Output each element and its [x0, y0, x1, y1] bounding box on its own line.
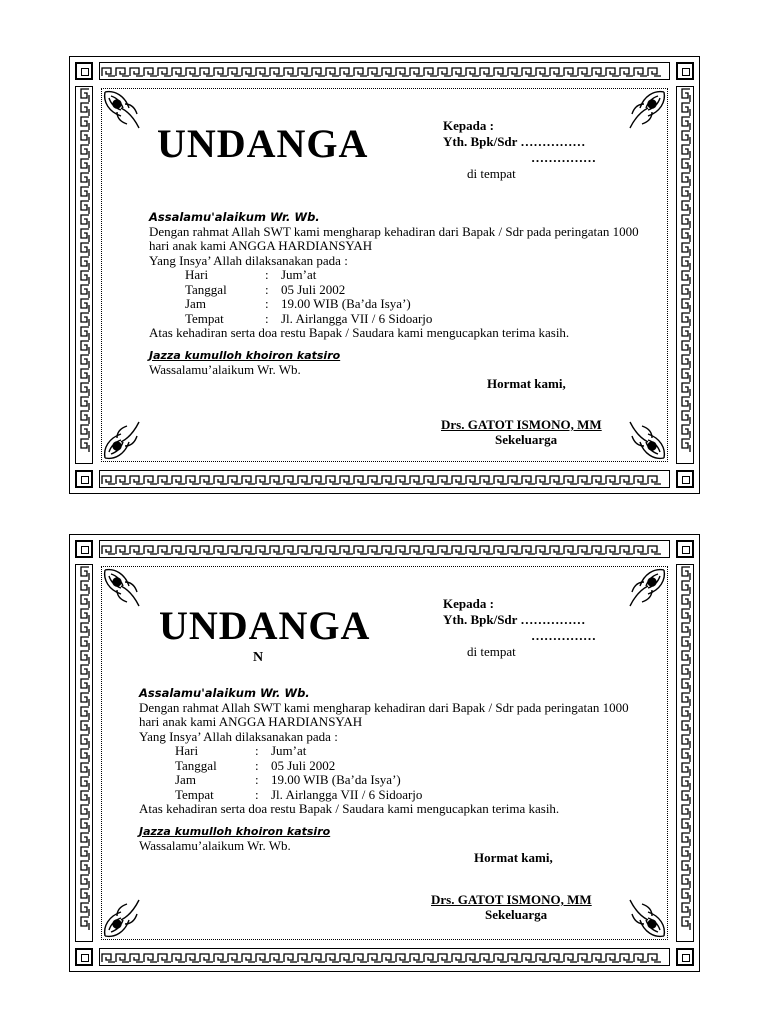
signer-family: Sekeluarga [485, 907, 548, 922]
intro-paragraph: Dengan rahmat Allah SWT kami mengharap kehadiran dari Bapak / Sdr pada peringatan 1000 hari anak kami ANGGA HARDIANSYAH [149, 223, 639, 253]
detail-value: 05 Juli 2002 [281, 281, 346, 297]
detail-value: Jl. Airlangga VII / 6 Sidoarjo [281, 310, 433, 326]
greeting: Assalamu'alaikum Wr. Wb. [149, 210, 320, 224]
detail-label: Hari [185, 267, 209, 282]
title-overflow-fragment: N [253, 650, 266, 665]
recipient-label: Kepada : [443, 596, 494, 611]
invitation-card [69, 56, 700, 494]
detail-value: 19.00 WIB (Ba’da Isya’) [271, 772, 401, 787]
recipient-label: Kepada : [443, 118, 494, 133]
salam-line: Wassalamu’alaikum Wr. Wb. [149, 362, 301, 377]
recipient-block [443, 118, 596, 182]
detail-separator: : [265, 281, 269, 297]
floral-ornament-icon [624, 896, 670, 942]
signer-name: Drs. GATOT ISMONO, MM [441, 417, 602, 432]
detail-value: Jum’at [281, 267, 317, 282]
closing-phrase: Jazza kumulloh khoiron katsiro [139, 824, 331, 838]
recipient-name-line: Yth. Bpk/Sdr …………… [443, 612, 586, 627]
salam-line: Wassalamu’alaikum Wr. Wb. [139, 838, 291, 853]
meander-border-left [75, 564, 93, 942]
recipient-blank-line: …………… [531, 150, 596, 165]
detail-row [149, 268, 649, 283]
floral-ornament-icon [624, 564, 670, 610]
lead-line: Yang Insya’ Allah dilaksanakan pada : [149, 252, 348, 268]
recipient-name-line: Yth. Bpk/Sdr …………… [443, 134, 586, 149]
corner-square-icon [75, 948, 93, 966]
corner-square-icon [75, 62, 93, 80]
signer-name: Drs. GATOT ISMONO, MM [431, 892, 592, 907]
detail-row [149, 312, 649, 327]
corner-square-icon [676, 540, 694, 558]
greeting: Assalamu'alaikum Wr. Wb. [139, 686, 310, 700]
detail-row [149, 283, 649, 298]
detail-label: Hari [175, 743, 199, 758]
detail-separator: : [255, 786, 259, 802]
closing-phrase: Jazza kumulloh khoiron katsiro [149, 348, 341, 362]
detail-value: Jum’at [271, 743, 307, 758]
meander-border-right [676, 564, 694, 942]
floral-ornament-icon [99, 564, 145, 610]
detail-separator: : [265, 310, 269, 326]
recipient-block [443, 596, 596, 660]
corner-square-icon [676, 62, 694, 80]
meander-border-top [99, 540, 670, 558]
detail-separator: : [265, 267, 269, 282]
meander-border-left [75, 86, 93, 464]
detail-value: 19.00 WIB (Ba’da Isya’) [281, 296, 411, 311]
detail-label: Jam [185, 296, 206, 311]
meander-border-bottom [99, 948, 670, 966]
detail-row [139, 744, 639, 759]
meander-border-right [676, 86, 694, 464]
recipient-place: di tempat [467, 166, 516, 181]
recipient-place: di tempat [467, 644, 516, 659]
detail-label: Jam [175, 772, 196, 787]
corner-square-icon [75, 470, 93, 488]
detail-value: Jl. Airlangga VII / 6 Sidoarjo [271, 786, 423, 802]
meander-border-bottom [99, 470, 670, 488]
recipient-blank-line: …………… [531, 628, 596, 643]
detail-row [139, 759, 639, 774]
detail-row [139, 773, 639, 788]
detail-separator: : [255, 772, 259, 787]
detail-label: Tempat [185, 310, 224, 326]
corner-square-icon [676, 948, 694, 966]
invitation-body [149, 210, 649, 378]
detail-separator: : [255, 743, 259, 758]
floral-ornament-icon [99, 86, 145, 132]
floral-ornament-icon [624, 418, 670, 464]
detail-separator: : [265, 296, 269, 311]
detail-separator: : [255, 757, 259, 773]
floral-ornament-icon [624, 86, 670, 132]
corner-square-icon [75, 540, 93, 558]
signer-family: Sekeluarga [495, 432, 558, 447]
detail-value: 05 Juli 2002 [271, 757, 336, 773]
thanks-line: Atas kehadiran serta doa restu Bapak / Saudara kami mengucapkan terima kasih. [149, 325, 570, 340]
detail-row [149, 297, 649, 312]
detail-row [139, 788, 639, 803]
detail-label: Tanggal [185, 281, 227, 297]
regards-line: Hormat kami, [487, 376, 566, 391]
corner-square-icon [676, 470, 694, 488]
invitation-title: UNDANGA [159, 603, 371, 648]
regards-line: Hormat kami, [474, 850, 553, 865]
invitation-body [139, 686, 639, 854]
thanks-line: Atas kehadiran serta doa restu Bapak / Saudara kami mengucapkan terima kasih. [139, 801, 560, 816]
floral-ornament-icon [99, 418, 145, 464]
detail-label: Tempat [175, 786, 214, 802]
meander-border-top [99, 62, 670, 80]
detail-label: Tanggal [175, 757, 217, 773]
intro-paragraph: Dengan rahmat Allah SWT kami mengharap kehadiran dari Bapak / Sdr pada peringatan 1000 hari anak kami ANGGA HARDIANSYAH [139, 699, 629, 729]
lead-line: Yang Insya’ Allah dilaksanakan pada : [139, 728, 338, 744]
invitation-title: UNDANGA [157, 121, 369, 166]
invitation-card [69, 534, 700, 972]
floral-ornament-icon [99, 896, 145, 942]
